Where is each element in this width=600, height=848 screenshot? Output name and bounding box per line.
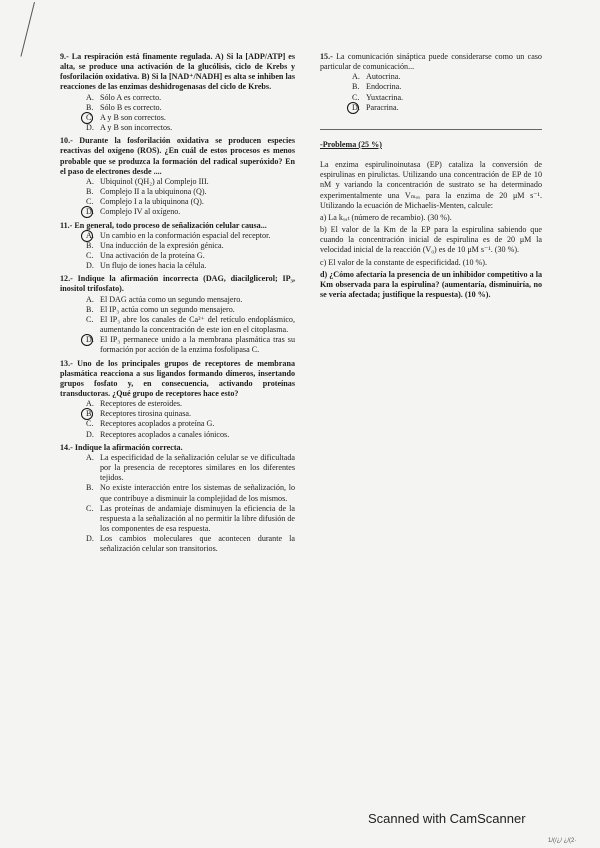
option-d[interactable] xyxy=(86,335,295,355)
question-stem: La respiración está finamente regulada. A) Si la [ADP/ATP] es alta, se produce una activación de la glucólisis, ciclo de Krebs y fosforilación oxidativa. B) Si la [NAD⁺/NADH] es alta se inhiben las reacciones de las enzimas deshidrogenasas del ciclo de Krebs. xyxy=(60,52,295,92)
question-stem: Durante la fosforilación oxidativa se producen especies reactivas del oxígeno (ROS). ¿En cuál de estos procesos es menos probable que se produzca la formación del radical superóxido? En el paso de electrones desde .... xyxy=(60,136,295,176)
question-9 xyxy=(60,52,295,133)
option-text: Un cambio en la conformación espacial del receptor. xyxy=(100,230,271,240)
option-text: Sólo A es correcto. xyxy=(100,92,162,102)
option-text: No existe interacción entre los sistemas de señalización, lo que contribuye a disminuir la complejidad de los mismos. xyxy=(100,483,295,503)
option-text: A y B son correctos. xyxy=(100,112,166,122)
option-text: El IP₃ abre los canales de Ca²⁺ del retículo endoplásmico, aumentando la concentración de este ion en el citoplasma. xyxy=(100,314,295,335)
option-c[interactable] xyxy=(86,419,295,429)
option-text: Un flujo de iones hacia la célula. xyxy=(100,261,207,271)
option-b[interactable] xyxy=(86,305,295,315)
option-letter: D. xyxy=(86,261,94,271)
option-letter: B. xyxy=(86,304,94,314)
option-text: El DAG actúa como un segundo mensajero. xyxy=(100,294,243,304)
question-stem: Indique la afirmación incorrecta (DAG, diacilglicerol; IP₃, inositol trifosfato). xyxy=(60,274,295,294)
question-number: 11.- xyxy=(60,220,73,230)
option-b[interactable] xyxy=(86,103,295,113)
option-d[interactable] xyxy=(86,261,295,271)
options-list xyxy=(86,399,295,440)
question-15 xyxy=(320,52,542,113)
corner-mark: 1/(/¿/ ¿/(2· xyxy=(548,838,577,844)
option-text: Una inducción de la expresión génica. xyxy=(100,240,224,250)
question-number: 9.- xyxy=(60,52,69,61)
option-text: Receptores de esteroides. xyxy=(100,399,183,409)
question-stem: En general, todo proceso de señalización celular causa... xyxy=(74,220,267,230)
option-text: Una activación de la proteína G. xyxy=(100,250,205,260)
option-text: Endocrina. xyxy=(366,82,402,92)
option-letter: D. xyxy=(86,429,94,439)
option-letter: C. xyxy=(86,197,94,207)
question-12 xyxy=(60,274,295,355)
problem-section xyxy=(320,140,542,300)
question-stem: Indique la afirmación correcta. xyxy=(74,442,183,452)
option-a[interactable] xyxy=(86,399,295,409)
option-letter: D. xyxy=(86,123,94,133)
question-10 xyxy=(60,136,295,217)
problem-intro: La enzima espirulinoinutasa (EP) cataliza la conversión de espirulinas en pirulictas. Utilizando una concentración de EP de 10 nM y variando la concentración de sustrato se ha determinado experimentalmente una Vₘₐₓ para la enzima de 20 μM s⁻¹. Utilizando la ecuación de Michaelis-Menten, calcule: xyxy=(320,160,542,210)
option-letter: D. xyxy=(86,534,94,544)
option-b[interactable] xyxy=(86,483,295,503)
option-letter: C. xyxy=(86,112,94,122)
question-number: 10.- xyxy=(60,136,73,146)
option-letter: D. xyxy=(86,207,94,217)
option-a[interactable] xyxy=(86,93,295,103)
option-c[interactable] xyxy=(86,504,295,534)
option-letter: B. xyxy=(86,409,94,419)
option-text: Paracrina. xyxy=(366,102,399,112)
option-letter: B. xyxy=(352,82,360,92)
option-text: A y B son incorrectos. xyxy=(100,123,173,133)
option-d[interactable] xyxy=(86,534,295,554)
option-b[interactable] xyxy=(86,409,295,419)
option-letter: B. xyxy=(86,187,94,197)
option-c[interactable] xyxy=(86,197,295,207)
option-letter: C. xyxy=(352,92,360,102)
option-text: Receptores acoplados a proteína G. xyxy=(100,419,215,429)
option-a[interactable] xyxy=(86,177,295,187)
left-column xyxy=(60,52,295,558)
question-14 xyxy=(60,443,295,555)
option-letter: D. xyxy=(352,102,360,112)
question-number: 15.- xyxy=(320,52,333,61)
option-a[interactable] xyxy=(86,453,295,483)
option-a[interactable] xyxy=(86,295,295,305)
option-text: Receptores acoplados a canales iónicos. xyxy=(100,429,230,439)
option-text: Complejo II a la ubiquinona (Q). xyxy=(100,187,207,197)
option-text: La especificidad de la señalización celular se ve dificultada por la presencia de receptores similares en los diferentes tejidos. xyxy=(100,452,295,483)
option-c[interactable] xyxy=(352,93,542,103)
option-d[interactable] xyxy=(86,430,295,440)
option-d[interactable] xyxy=(86,207,295,217)
option-d[interactable] xyxy=(352,103,542,113)
question-stem: La comunicación sináptica puede considerarse como un caso particular de comunicación... xyxy=(320,52,542,72)
option-letter: A. xyxy=(86,92,94,102)
option-d[interactable] xyxy=(86,123,295,133)
option-letter: A. xyxy=(86,452,94,462)
option-letter: C. xyxy=(86,314,94,324)
option-letter: A. xyxy=(86,230,94,240)
option-text: El IP₃ actúa como un segundo mensajero. xyxy=(100,304,235,314)
problem-part-a: a) La kₓₐₜ (número de recambio). (30 %). xyxy=(320,212,452,222)
option-a[interactable] xyxy=(352,72,542,82)
option-letter: C. xyxy=(86,250,94,260)
option-text: Las proteínas de andamiaje disminuyen la eficiencia de la respuesta a la señalización al no permitir la libre difusión de los componentes de esa respuesta. xyxy=(100,503,295,534)
question-number: 12.- xyxy=(60,274,73,284)
option-c[interactable] xyxy=(86,251,295,261)
option-a[interactable] xyxy=(86,231,295,241)
scanner-watermark: Scanned with CamScanner xyxy=(368,811,526,826)
option-text: Autocrina. xyxy=(366,72,401,82)
option-text: Complejo I a la ubiquinona (Q). xyxy=(100,197,204,207)
option-b[interactable] xyxy=(86,187,295,197)
problem-title: -Problema (25 %) xyxy=(320,139,382,149)
option-text: Los cambios moleculares que acontecen durante la señalización celular son transitorios. xyxy=(100,534,295,554)
options-list xyxy=(86,231,295,272)
option-letter: C. xyxy=(86,503,94,513)
option-letter: B. xyxy=(86,483,94,493)
option-c[interactable] xyxy=(86,315,295,335)
option-b[interactable] xyxy=(86,241,295,251)
option-letter: B. xyxy=(86,102,94,112)
question-stem: Uno de los principales grupos de receptores de membrana plasmática reacciona a sus ligandos formando dímeros, insertando grupos fosfato y, en consecuencia, activando proteínas transductoras. ¿Qué grupo de receptores hace esto? xyxy=(60,358,295,398)
question-number: 13.- xyxy=(60,358,73,368)
option-letter: D. xyxy=(86,335,94,345)
selected-answer-circle xyxy=(347,102,359,114)
option-b[interactable] xyxy=(352,82,542,92)
problem-part-d: d) ¿Cómo afectaría la presencia de un inhibidor competitivo a la Km observada para la espirulina? (aumentaría, disminuiría, no se vería afectada; justifique la respuesta). (10 %). xyxy=(320,269,542,299)
options-list xyxy=(86,453,295,555)
option-letter: A. xyxy=(86,294,94,304)
question-number: 14.- xyxy=(60,442,73,452)
problem-part-c: c) El valor de la constante de especificidad. (10 %). xyxy=(320,257,487,267)
option-letter: C. xyxy=(86,419,94,429)
option-letter: B. xyxy=(86,240,94,250)
option-letter: A. xyxy=(86,399,94,409)
options-list xyxy=(352,72,542,113)
option-text: Receptores tirosina quinasa. xyxy=(100,409,192,419)
options-list xyxy=(86,93,295,134)
question-13 xyxy=(60,359,295,440)
question-11 xyxy=(60,221,295,272)
option-c[interactable] xyxy=(86,113,295,123)
option-text: Ubiquinol (QH₂) al Complejo III. xyxy=(100,176,209,186)
options-list xyxy=(86,295,295,356)
option-text: Sólo B es correcto. xyxy=(100,102,162,112)
option-text: El IP₃ permanece unido a la membrana plasmática tras su formación por acción de la enzima fosfolipasa C. xyxy=(100,335,295,355)
problem-part-b: b) El valor de la Km de la EP para la espirulina sabiendo que cuando la concentración inicial de espirulina es de 20 μM la velocidad inicial de la reacción (V₀) es de 10 μM s⁻¹. (30 %). xyxy=(320,225,542,255)
option-letter: A. xyxy=(352,72,360,82)
option-text: Complejo IV al oxígeno. xyxy=(100,207,181,217)
options-list xyxy=(86,177,295,218)
section-divider xyxy=(320,129,542,130)
right-column xyxy=(320,52,542,302)
pen-stroke-mark xyxy=(20,2,35,57)
option-letter: A. xyxy=(86,176,94,186)
option-text: Yuxtacrina. xyxy=(366,92,404,102)
